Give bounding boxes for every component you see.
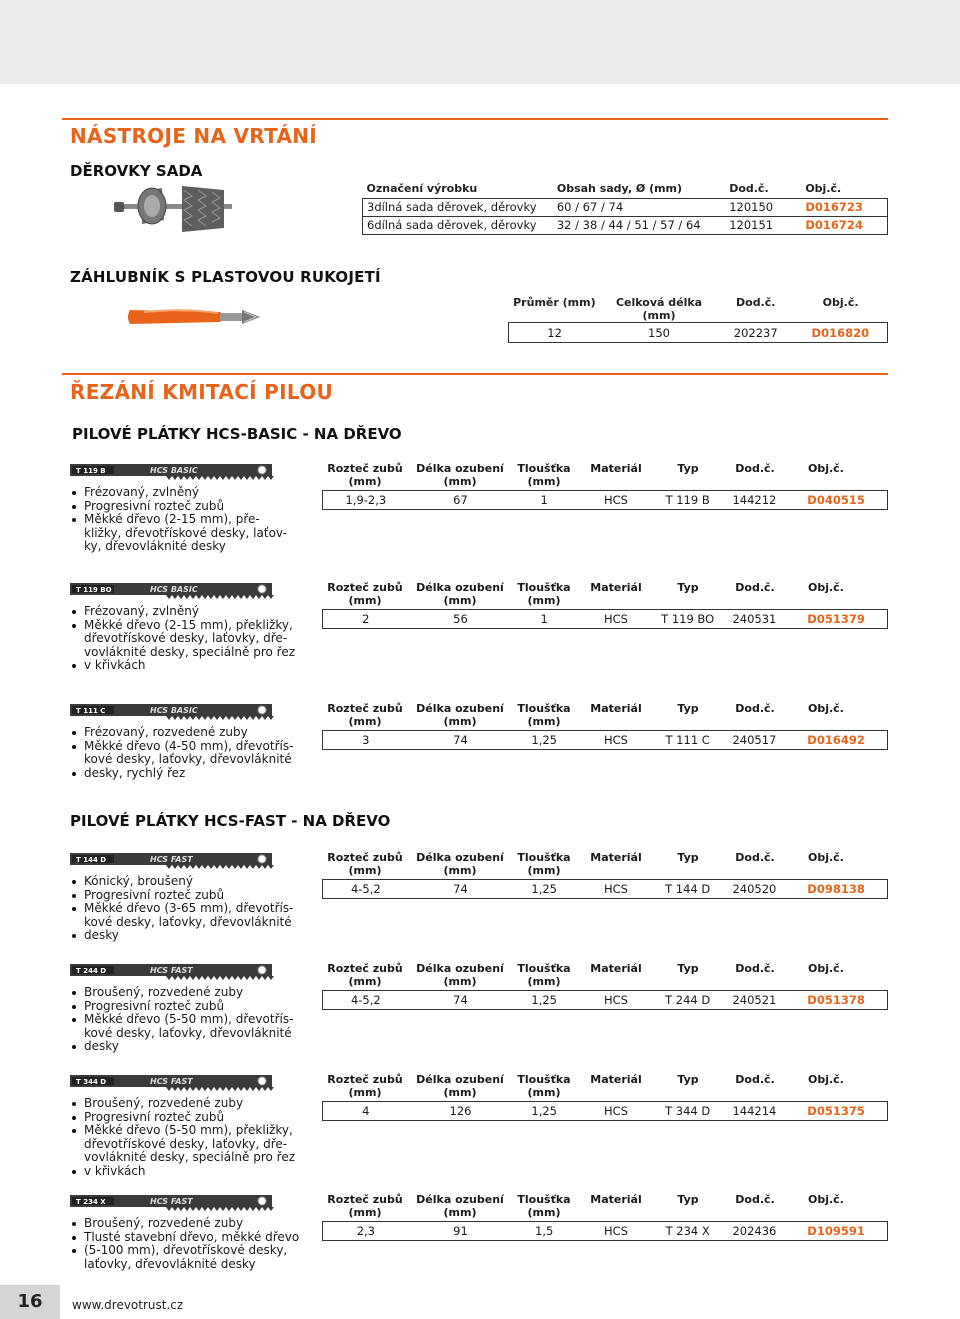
feature-list <box>70 986 293 1054</box>
col-supplier-no: Dod.č. <box>735 962 775 975</box>
cell-type: T 111 C <box>665 733 710 747</box>
blade-brand-label: HCS FAST <box>150 1077 193 1086</box>
feature-item: Broušený, rozvedené zuby <box>70 1217 299 1231</box>
cell-thickness: 1,25 <box>531 993 557 1007</box>
col-material: Materiál <box>590 581 642 594</box>
cell-pitch: 3 <box>362 733 370 747</box>
col-thickness: Tloušťka <box>517 962 571 975</box>
cell-type: T 119 BO <box>661 612 715 626</box>
col-material: Materiál <box>590 702 642 715</box>
cell-type: T 244 D <box>665 993 711 1007</box>
cell-thickness: 1,25 <box>531 1104 557 1118</box>
saw-blade-image <box>70 462 282 480</box>
cell-type: T 144 D <box>665 882 711 896</box>
feature-item: Progresivní rozteč zubů <box>70 1000 293 1014</box>
col-unit: (mm) <box>527 594 561 607</box>
col-unit: (mm) <box>527 1206 561 1219</box>
cell-material: HCS <box>603 493 628 507</box>
cell-order: D016723 <box>805 200 863 214</box>
section-divider <box>62 373 888 375</box>
cell-name: 3dílná sada děrovek, děrovky <box>367 200 537 214</box>
feature-item: Tlusté stavební dřevo, měkké dřevo <box>70 1231 299 1245</box>
table-row <box>322 1101 888 1121</box>
col-supplier-no: Dod.č. <box>735 702 775 715</box>
spec-header <box>322 462 888 490</box>
col-set-content: Obsah sady, Ø (mm) <box>556 182 683 195</box>
feature-item: v křivkách <box>70 1165 295 1179</box>
col-type: Typ <box>677 702 699 715</box>
cell-name: 6dílná sada děrovek, děrovky <box>367 218 537 232</box>
cell-thickness: 1 <box>540 493 548 507</box>
col-thickness: Tloušťka <box>517 702 571 715</box>
col-tooth-length: Délka ozubení <box>416 962 504 975</box>
blade-type-label: T 111 C <box>76 707 106 715</box>
feature-item: Progresivní rozteč zubů <box>70 889 293 903</box>
subtitle-hole-saws: DĚROVKY SADA <box>70 162 203 180</box>
cell-order: D016492 <box>807 733 865 747</box>
col-tooth-pitch: Rozteč zubů <box>327 581 403 594</box>
blade-type-label: T 344 D <box>76 1078 107 1086</box>
table-row <box>363 216 888 234</box>
blade-brand-label: HCS BASIC <box>150 466 198 475</box>
feature-list <box>70 1097 295 1178</box>
col-thickness: Tloušťka <box>517 1193 571 1206</box>
hole-saw-table <box>362 182 888 235</box>
saw-blade-image <box>70 581 282 599</box>
feature-item: Frézovaný, zvlněný <box>70 605 295 619</box>
spec-header <box>322 1073 888 1101</box>
feature-item: Broušený, rozvedené zuby <box>70 986 293 1000</box>
table-row <box>322 730 888 750</box>
cell-length: 91 <box>453 1224 468 1238</box>
col-supplier-no: Dod.č. <box>735 462 775 475</box>
feature-item: Kónický, broušený <box>70 875 293 889</box>
col-unit: (mm) <box>443 715 477 728</box>
table-row <box>509 323 888 343</box>
blade-brand-label: HCS FAST <box>150 855 193 864</box>
col-unit: (mm) <box>348 975 382 988</box>
feature-item: dřevotřískové desky, laťovky, dře- <box>84 631 288 645</box>
feature-item: Frézovaný, rozvedené zuby <box>70 726 293 740</box>
cell-pitch: 2 <box>362 612 370 626</box>
section-title-sawing: ŘEZÁNÍ KMITACÍ PILOU <box>70 380 334 404</box>
col-unit: (mm) <box>348 864 382 877</box>
cell-diameter: 12 <box>547 325 562 340</box>
col-product-name: Označení výrobku <box>366 182 478 195</box>
cell-length: 74 <box>453 993 468 1007</box>
cell-order: D098138 <box>807 882 865 896</box>
cell-length: 126 <box>449 1104 472 1118</box>
cell-supplier: 202237 <box>733 325 778 340</box>
table-row <box>322 609 888 629</box>
col-unit: (mm) <box>443 975 477 988</box>
col-supplier-no: Dod.č. <box>735 1193 775 1206</box>
feature-item: (5-100 mm), dřevotřískové desky, <box>70 1244 299 1258</box>
section-divider <box>62 118 888 120</box>
cell-order: D051375 <box>807 1104 865 1118</box>
feature-item: ky, dřevovláknité desky <box>84 539 226 553</box>
col-order-no: Obj.č. <box>822 296 859 309</box>
feature-list <box>70 486 287 554</box>
col-material: Materiál <box>590 851 642 864</box>
col-order-no: Obj.č. <box>808 462 844 475</box>
table-row <box>322 990 888 1010</box>
cell-order: D051378 <box>807 993 865 1007</box>
feature-item: Měkké dřevo (2-15 mm), pře- <box>70 513 287 527</box>
col-tooth-length: Délka ozubení <box>416 702 504 715</box>
col-order-no: Obj.č. <box>805 182 842 195</box>
website-link[interactable]: www.drevotrust.cz <box>72 1298 184 1312</box>
table-row <box>322 1221 888 1241</box>
feature-item: Měkké dřevo (3-65 mm), dřevotřís- <box>70 902 293 916</box>
col-unit: (mm) <box>527 975 561 988</box>
cell-type: T 119 B <box>665 493 710 507</box>
col-unit: (mm) <box>443 864 477 877</box>
col-unit: (mm) <box>527 864 561 877</box>
saw-blade-image <box>70 1193 282 1211</box>
col-type: Typ <box>677 1193 699 1206</box>
col-tooth-pitch: Rozteč zubů <box>327 1193 403 1206</box>
cell-material: HCS <box>603 733 628 747</box>
col-type: Typ <box>677 462 699 475</box>
spec-header <box>322 851 888 879</box>
feature-list <box>70 726 293 780</box>
col-unit: (mm) <box>527 715 561 728</box>
cell-supplier: 240517 <box>732 733 777 747</box>
col-type: Typ <box>677 851 699 864</box>
col-supplier-no: Dod.č. <box>735 851 775 864</box>
blade-brand-label: HCS BASIC <box>150 585 198 594</box>
saw-blade-image <box>70 702 282 720</box>
table-row <box>322 490 888 510</box>
table-row <box>363 198 888 216</box>
col-order-no: Obj.č. <box>808 1073 844 1086</box>
col-tooth-pitch: Rozteč zubů <box>327 851 403 864</box>
blade-brand-label: HCS BASIC <box>150 706 198 715</box>
countersink-image <box>124 300 264 334</box>
section-title: NÁSTROJE NA VRTÁNÍ <box>70 124 318 148</box>
cell-length: 150 <box>648 325 670 340</box>
blade-type-label: T 234 X <box>76 1198 106 1206</box>
feature-item: Broušený, rozvedené zuby <box>70 1097 295 1111</box>
page-number: 16 <box>0 1285 60 1319</box>
cell-thickness: 1,5 <box>535 1224 554 1238</box>
col-unit: (mm) <box>527 1086 561 1099</box>
col-tooth-length: Délka ozubení <box>416 1073 504 1086</box>
table-row <box>322 879 888 899</box>
col-unit: (mm) <box>443 1206 477 1219</box>
blade-type-label: T 144 D <box>76 856 107 864</box>
col-order-no: Obj.č. <box>808 1193 844 1206</box>
cell-supplier: 144214 <box>732 1104 777 1118</box>
feature-item: kové desky, laťovky, dřevovláknité <box>84 1025 292 1040</box>
cell-length: 56 <box>453 612 468 626</box>
col-unit: (mm) <box>527 475 561 488</box>
cell-order: D040515 <box>807 493 865 507</box>
col-type: Typ <box>677 581 699 594</box>
col-supplier-no: Dod.č. <box>735 1073 775 1086</box>
spec-table <box>322 581 888 629</box>
col-unit: (mm) <box>443 594 477 607</box>
col-thickness: Tloušťka <box>517 1073 571 1086</box>
cell-pitch: 2,3 <box>356 1224 375 1238</box>
feature-item: Měkké dřevo (2-15 mm), překližky, <box>70 619 295 633</box>
cell-pitch: 1,9-2,3 <box>345 493 387 507</box>
col-thickness: Tloušťka <box>517 462 571 475</box>
cell-order: D016820 <box>811 325 870 340</box>
saw-blade-image <box>70 1073 282 1091</box>
subtitle-countersink: ZÁHLUBNÍK S PLASTOVOU RUKOJETÍ <box>70 268 381 286</box>
spec-table <box>322 1073 888 1121</box>
feature-item: desky <box>70 1040 293 1054</box>
cell-order: D051379 <box>807 612 865 626</box>
feature-item: Progresivní rozteč zubů <box>70 500 287 514</box>
spec-table <box>322 1193 888 1241</box>
saw-blade-image <box>70 851 282 869</box>
col-unit: (mm) <box>443 1086 477 1099</box>
feature-item: vovláknité desky, speciálně pro řez <box>84 1150 295 1164</box>
col-tooth-pitch: Rozteč zubů <box>327 962 403 975</box>
cell-length: 74 <box>453 733 468 747</box>
col-material: Materiál <box>590 1073 642 1086</box>
saw-blade-image <box>70 962 282 980</box>
cell-material: HCS <box>603 1104 628 1118</box>
feature-item: kové desky, laťovky, dřevovláknité <box>84 752 292 766</box>
spec-table <box>322 462 888 510</box>
feature-item: Měkké dřevo (5-50 mm), překližky, <box>70 1124 295 1138</box>
cell-material: HCS <box>603 993 628 1007</box>
feature-item: vovláknité desky, speciálně pro řez <box>84 644 295 659</box>
cell-supplier: 240531 <box>732 612 777 626</box>
col-tooth-length: Délka ozubení <box>416 581 504 594</box>
feature-item: laťovky, dřevovláknité desky <box>84 1256 256 1271</box>
cell-material: HCS <box>603 1224 628 1238</box>
subtitle-hcs-fast: PILOVÉ PLÁTKY HCS-FAST - NA DŘEVO <box>70 812 391 830</box>
col-material: Materiál <box>590 462 642 475</box>
header-band <box>0 0 960 84</box>
col-order-no: Obj.č. <box>808 581 844 594</box>
blade-brand-label: HCS FAST <box>150 966 193 975</box>
cell-content: 32 / 38 / 44 / 51 / 57 / 64 <box>556 218 701 232</box>
col-tooth-pitch: Rozteč zubů <box>327 1073 403 1086</box>
countersink-table <box>508 296 888 343</box>
feature-item: Měkké dřevo (5-50 mm), dřevotřís- <box>70 1013 293 1027</box>
spec-table <box>322 851 888 899</box>
col-type: Typ <box>677 1073 699 1086</box>
col-tooth-pitch: Rozteč zubů <box>327 702 403 715</box>
cell-type: T 344 D <box>665 1104 711 1118</box>
col-thickness: Tloušťka <box>517 581 571 594</box>
feature-item: kové desky, laťovky, dřevovláknité <box>84 914 292 929</box>
col-unit: (mm) <box>348 715 382 728</box>
feature-item: desky <box>70 929 293 943</box>
feature-item: dřevotřískové desky, laťovky, dře- <box>84 1136 288 1151</box>
blade-type-label: T 119 BO <box>76 586 112 594</box>
col-material: Materiál <box>590 962 642 975</box>
feature-list <box>70 875 293 943</box>
col-unit: (mm) <box>348 1206 382 1219</box>
feature-item: v křivkách <box>70 659 295 673</box>
col-supplier-no: Dod.č. <box>736 296 776 309</box>
cell-type: T 234 X <box>665 1224 710 1238</box>
col-supplier-no: Dod.č. <box>729 182 769 195</box>
feature-item: kližky, dřevotřískové desky, laťov- <box>84 525 288 540</box>
spec-header <box>322 962 888 990</box>
col-material: Materiál <box>590 1193 642 1206</box>
col-unit: (mm) <box>348 594 382 607</box>
spec-header <box>322 581 888 609</box>
cell-supplier: 240520 <box>732 882 777 896</box>
col-order-no: Obj.č. <box>808 962 844 975</box>
col-tooth-length: Délka ozubení <box>416 462 504 475</box>
col-tooth-pitch: Rozteč zubů <box>327 462 403 475</box>
cell-length: 74 <box>453 882 468 896</box>
cell-pitch: 4 <box>362 1104 370 1118</box>
cell-supplier: 120150 <box>729 200 774 214</box>
blade-type-label: T 244 D <box>76 967 107 975</box>
cell-content: 60 / 67 / 74 <box>556 200 624 214</box>
cell-pitch: 4-5,2 <box>350 993 381 1007</box>
col-diameter: Průměr (mm) <box>513 296 596 309</box>
cell-order: D109591 <box>807 1224 865 1238</box>
col-supplier-no: Dod.č. <box>735 581 775 594</box>
cell-supplier: 120151 <box>729 218 774 232</box>
cell-length: 67 <box>453 493 468 507</box>
col-unit: (mm) <box>443 475 477 488</box>
cell-thickness: 1 <box>540 612 548 626</box>
col-unit: (mm) <box>348 1086 382 1099</box>
col-length: Celková délka (mm) <box>615 296 703 322</box>
col-tooth-length: Délka ozubení <box>416 1193 504 1206</box>
spec-header <box>322 702 888 730</box>
blade-brand-label: HCS FAST <box>150 1197 193 1206</box>
cell-material: HCS <box>603 882 628 896</box>
cell-supplier: 240521 <box>732 993 777 1007</box>
col-unit: (mm) <box>348 475 382 488</box>
feature-item: desky, rychlý řez <box>70 767 293 781</box>
cell-order: D016724 <box>805 218 863 232</box>
subtitle-hcs-basic: PILOVÉ PLÁTKY HCS-BASIC - NA DŘEVO <box>72 425 402 443</box>
feature-item: Frézovaný, zvlněný <box>70 486 287 500</box>
col-order-no: Obj.č. <box>808 702 844 715</box>
spec-table <box>322 702 888 750</box>
cell-supplier: 144212 <box>732 493 777 507</box>
spec-header <box>322 1193 888 1221</box>
hole-saw-image <box>112 180 242 242</box>
feature-item: Měkké dřevo (4-50 mm), dřevotřís- <box>70 740 293 754</box>
spec-table <box>322 962 888 1010</box>
cell-supplier: 202436 <box>732 1224 777 1238</box>
feature-list <box>70 1217 299 1271</box>
cell-pitch: 4-5,2 <box>350 882 381 896</box>
cell-material: HCS <box>603 612 628 626</box>
feature-list <box>70 605 295 673</box>
col-tooth-length: Délka ozubení <box>416 851 504 864</box>
feature-item: Progresivní rozteč zubů <box>70 1111 295 1125</box>
col-type: Typ <box>677 962 699 975</box>
col-order-no: Obj.č. <box>808 851 844 864</box>
col-thickness: Tloušťka <box>517 851 571 864</box>
cell-thickness: 1,25 <box>531 733 557 747</box>
blade-type-label: T 119 B <box>76 467 106 475</box>
cell-thickness: 1,25 <box>531 882 557 896</box>
